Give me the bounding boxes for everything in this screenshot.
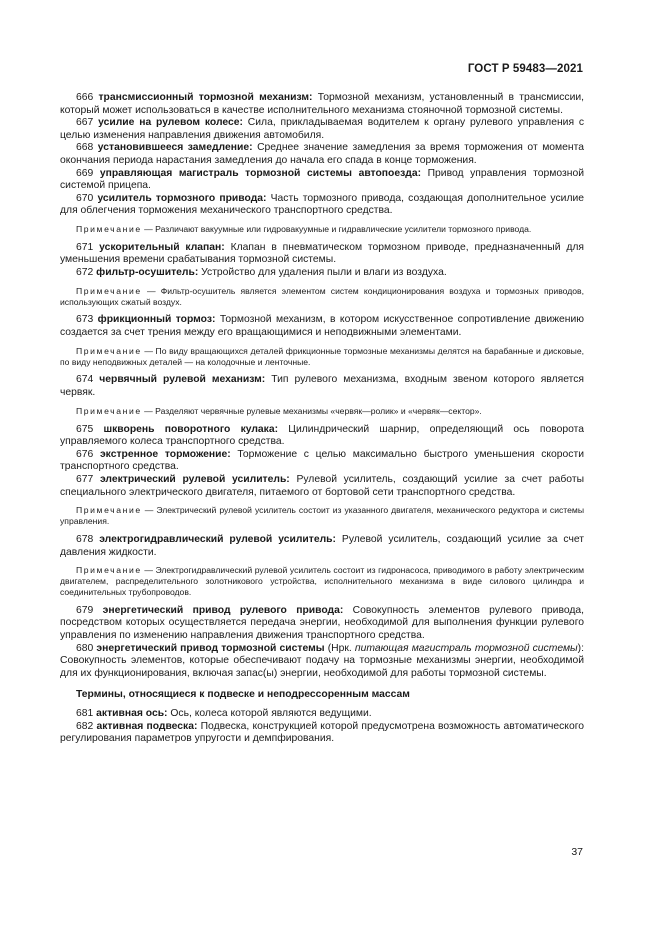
entry-678: 678 электрогидравлический рулевой усилитель: Рулевой усилитель, создающий усилие за счет давления жидкости. [60,533,585,558]
entry-682: 682 активная подвеска: Подвеска, конструкцией которой предусмотрена возможность автоматического регулирования параметров упругости и демпфирования. [60,720,584,745]
note-677: Примечание — Электрический рулевой усилитель состоит из указанного двигателя, механического редуктора и системы управления. [60,505,585,526]
note-670: Примечание — Различают вакуумные или гидровакуумные и гидравлические усилители тормозного привода. [76,223,532,234]
note-674: Примечание — Разделяют червячные рулевые механизмы «червяк—ролик» и «червяк—сектор». [76,405,482,416]
entry-680: 680 энергетический привод тормозной системы (Нрк. питающая магистраль тормозной системы): Совокупность элементов, которые обеспечивают подачу на тормозные механизмы энергии, необходимой для их функционирования, включая запас(ы) энергии, необходимой для работы тормозной системы. [60,642,584,679]
page-number: 37 [571,846,583,858]
entry-673: 673 фрикционный тормоз: Тормозной механизм, в котором искусственное сопротивление движению создается за счет трения между его вращающимися и неподвижными элементами. [60,314,585,339]
entry-674: 674 червячный рулевой механизм: Тип рулевого механизма, входным звеном которого является червяк. [60,374,585,399]
entry-667: 667 усилие на рулевом колесе: Сила, прикладываемая водителем к органу рулевого управления с целью изменения направления движения автомобиля. [60,117,585,141]
note-673: Примечание — По виду вращающихся деталей фрикционные тормозные механизмы делятся на барабанные и дисковые, по виду неподвижных деталей — на колодочные и ленточные. [60,345,585,367]
entry-672: 672 фильтр-осушитель: Устройство для удаления пыли и влаги из воздуха. [76,267,447,279]
entry-670: 670 усилитель тормозного привода: Часть тормозного привода, создающая дополнительное усилие для облегчения торможения механического транспортного средства. [60,192,585,217]
note-672: Примечание — Фильтр-осушитель является элементом систем кондиционирования воздуха и тормозных приводов, использующих сжатый воздух. [60,285,584,307]
entry-675: 675 шкворень поворотного кулака: Цилиндрический шарнир, определяющий ось поворота управляемого колеса транспортного средства. [60,423,585,448]
standard-designation: ГОСТ Р 59483—2021 [467,63,583,75]
section-heading: Термины, относящиеся к подвеске и неподрессоренным массам [76,689,410,701]
note-678: Примечание — Электрогидравлический рулевой усилитель состоит из гидронасоса, приводимого в работу электрическим двигателем, распределительного золотникового устройства, исполнительного механизма в виде силового цилиндра и соединительных трубопроводов. [60,565,584,597]
entry-669: 669 управляющая магистраль тормозной системы автопоезда: Привод управления тормозной системой прицепа. [60,167,584,192]
entry-671: 671 ускорительный клапан: Клапан в пневматическом тормозном приводе, предназначенный для уменьшения времени срабатывания тормозной системы. [60,241,585,266]
document-body [60,92,584,746]
entry-681: 681 активная ось: Ось, колеса которой являются ведущими. [76,707,372,719]
entry-666: 666 трансмиссионный тормозной механизм: Тормозной механизм, установленный в трансмиссии, который может использоваться в качестве исполнительного механизма стояночной тормозной системы. [60,92,584,116]
entry-679: 679 энергетический привод рулевого привода: Совокупность элементов рулевого привода, посредством которых осуществляется передача энергии, необходимой для выполнения функции рулевого управления по изменению направления движения транспортного средства. [60,604,585,641]
entry-677: 677 электрический рулевой усилитель: Рулевой усилитель, создающий усилие за счет работы специального электрического двигателя, питаемого от бортовой сети транспортного средства. [60,473,585,498]
entry-668: 668 установившееся замедление: Среднее значение замедления за время торможения от момента окончания периода нарастания замедления до начала его спада в конце торможения. [60,142,585,166]
entry-676: 676 экстренное торможение: Торможение с целью максимально быстрого уменьшения скорости транспортного средства. [60,448,584,473]
